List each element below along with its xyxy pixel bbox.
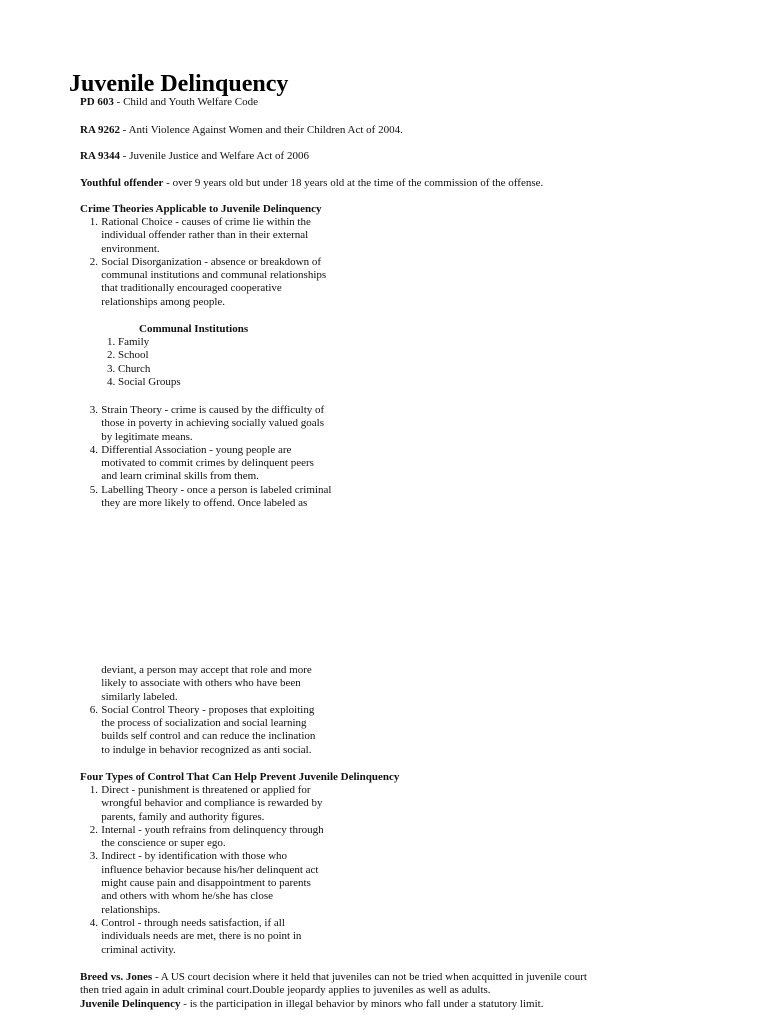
list-item-line: [84, 664, 315, 677]
list-text: relationships.: [101, 903, 161, 916]
list-item: [107, 363, 181, 376]
document-title: Juvenile Delinquency: [69, 71, 289, 97]
law-code: RA 9262: [80, 124, 121, 136]
list-text: they are more likely to offend. Once labeled as: [101, 497, 308, 510]
list-text: Social Control Theory - proposes that exploiting: [101, 703, 315, 716]
list-text: individual offender rather than in their external: [101, 229, 309, 242]
list-number: 3.: [107, 362, 116, 375]
list-text: to indulge in behavior recognized as anti social.: [101, 743, 312, 756]
list-number: 1.: [89, 784, 98, 796]
crime-theories-list-b: [84, 404, 331, 510]
list-item-line: [84, 296, 326, 309]
list-item-line: [84, 850, 324, 863]
list-text: influence behavior because his/her delinquent act: [101, 863, 319, 876]
list-text: the process of socialization and social learning: [101, 717, 307, 730]
law-desc: - Anti Violence Against Women and their Children Act of 2004.: [120, 124, 403, 136]
list-text: communal institutions and communal relationships: [101, 269, 327, 282]
law-ra9262: [80, 124, 740, 137]
list-item-line: [84, 717, 315, 730]
crime-theories-list-c: [84, 664, 315, 757]
definition-text: - over 9 years old but under 18 years old at the time of the commission of the offense.: [163, 177, 544, 189]
list-text: parents, family and authority figures.: [101, 810, 265, 823]
crime-theories-list-a: [84, 216, 326, 309]
list-item-line: [84, 877, 324, 890]
list-text: Social Disorganization - absence or breakdown of: [101, 255, 322, 268]
list-text: likely to associate with others who have been: [101, 677, 301, 690]
list-text: and others with whom he/she has close: [101, 890, 273, 903]
communal-institutions-heading: Communal Institutions: [139, 323, 249, 335]
list-item-line: [84, 256, 326, 269]
list-number: 2.: [89, 255, 98, 268]
list-item-line: [84, 944, 324, 957]
case-desc: - A US court decision where it held that juveniles can not be tried when acquitted in juvenile court: [152, 971, 587, 983]
list-item-line: [84, 484, 331, 497]
list-item: [107, 376, 181, 389]
list-item-line: [84, 243, 326, 256]
juvenile-delinquency-definition: [80, 998, 740, 1011]
list-number: 3.: [89, 850, 98, 863]
list-item-line: [84, 930, 324, 943]
list-item-line: [84, 282, 326, 295]
list-number: 2.: [107, 349, 116, 362]
list-text: environment.: [101, 242, 160, 255]
list-item-line: [84, 497, 331, 510]
list-item-line: [84, 691, 315, 704]
list-number: 2.: [89, 823, 98, 836]
list-item-line: [84, 457, 331, 470]
list-item-line: [84, 470, 331, 483]
list-text: Control - through needs satisfaction, if all: [101, 916, 285, 929]
list-item-line: [84, 704, 315, 717]
list-text: Indirect - by identification with those who: [101, 850, 288, 863]
list-text: individuals needs are met, there is no point in: [101, 930, 302, 943]
definition-text: - is the participation in illegal behavior by minors who fall under a statutory limit.: [180, 998, 544, 1010]
list-number: 1.: [89, 216, 98, 228]
control-types-list: [84, 784, 324, 957]
list-text: Social Groups: [118, 375, 181, 388]
control-types-heading: Four Types of Control That Can Help Prevent Juvenile Delinquency: [80, 771, 400, 783]
list-item-line: [84, 917, 324, 930]
list-text: Internal - youth refrains from delinquency through: [101, 823, 324, 836]
list-text: Direct - punishment is threatened or applied for: [101, 784, 311, 796]
list-number: 4.: [89, 443, 98, 456]
list-text: Rational Choice - causes of crime lie within the: [101, 216, 311, 228]
list-item-line: [84, 417, 331, 430]
list-item-line: [84, 216, 326, 229]
list-text: motivated to commit crimes by delinquent peers: [101, 457, 314, 470]
law-code: PD 603: [80, 96, 114, 108]
list-text: those in poverty in achieving socially valued goals: [101, 417, 324, 430]
communal-institutions-list: [107, 336, 181, 389]
list-number: 5.: [89, 483, 98, 496]
list-item-line: [84, 864, 324, 877]
list-text: might cause pain and disappointment to parents: [101, 877, 311, 890]
list-item-line: [84, 269, 326, 282]
list-text: criminal activity.: [101, 943, 176, 956]
law-pd603: [80, 96, 740, 109]
list-item-line: [84, 784, 324, 797]
list-text: Family: [118, 336, 150, 348]
list-item-line: [84, 744, 315, 757]
list-text: similarly labeled.: [101, 690, 178, 703]
law-code: RA 9344: [80, 150, 121, 162]
list-text: by legitimate means.: [101, 430, 193, 443]
crime-theories-heading: Crime Theories Applicable to Juvenile Delinquency: [80, 203, 322, 215]
list-item-line: [84, 811, 324, 824]
list-number: 3.: [89, 404, 98, 416]
list-number: 4.: [89, 916, 98, 929]
list-text: the conscience or super ego.: [101, 837, 226, 850]
list-item-line: [84, 444, 331, 457]
list-item-line: [84, 431, 331, 444]
case-desc-line2: then tried again in adult criminal court.Double jeopardy applies to juveniles as well as adults.: [80, 984, 491, 997]
list-item-line: [84, 824, 324, 837]
list-item-line: [84, 229, 326, 242]
list-text: Labelling Theory - once a person is labeled criminal: [101, 483, 332, 496]
list-text: Differential Association - young people are: [101, 443, 292, 456]
list-text: builds self control and can reduce the inclination: [101, 730, 316, 743]
case-name: Breed vs. Jones: [80, 971, 153, 983]
definition-term: Juvenile Delinquency: [80, 998, 181, 1010]
list-text: that traditionally encouraged cooperative: [101, 282, 282, 295]
list-item-line: [84, 730, 315, 743]
list-item-line: [84, 797, 324, 810]
list-text: and learn criminal skills from them.: [101, 470, 259, 483]
list-text: Church: [118, 362, 151, 375]
list-item-line: [84, 404, 331, 417]
list-text: wrongful behavior and compliance is rewarded by: [101, 797, 323, 810]
list-number: 6.: [89, 703, 98, 716]
youthful-offender-definition: [80, 177, 740, 190]
list-text: School: [118, 349, 149, 362]
list-text: Strain Theory - crime is caused by the difficulty of: [101, 404, 325, 416]
list-item-line: [84, 677, 315, 690]
law-desc: - Juvenile Justice and Welfare Act of 2006: [120, 150, 309, 162]
list-item-line: [84, 837, 324, 850]
list-number: 4.: [107, 375, 116, 388]
list-item: [107, 336, 181, 349]
definition-term: Youthful offender: [80, 177, 164, 189]
list-text: relationships among people.: [101, 295, 226, 308]
list-item-line: [84, 890, 324, 903]
law-desc: - Child and Youth Welfare Code: [113, 96, 258, 108]
list-text: deviant, a person may accept that role and more: [101, 664, 312, 676]
list-number: 1.: [107, 336, 116, 348]
list-item: [107, 349, 181, 362]
law-ra9344: [80, 150, 740, 163]
breed-vs-jones-paragraph: [80, 971, 740, 998]
list-item-line: [84, 904, 324, 917]
